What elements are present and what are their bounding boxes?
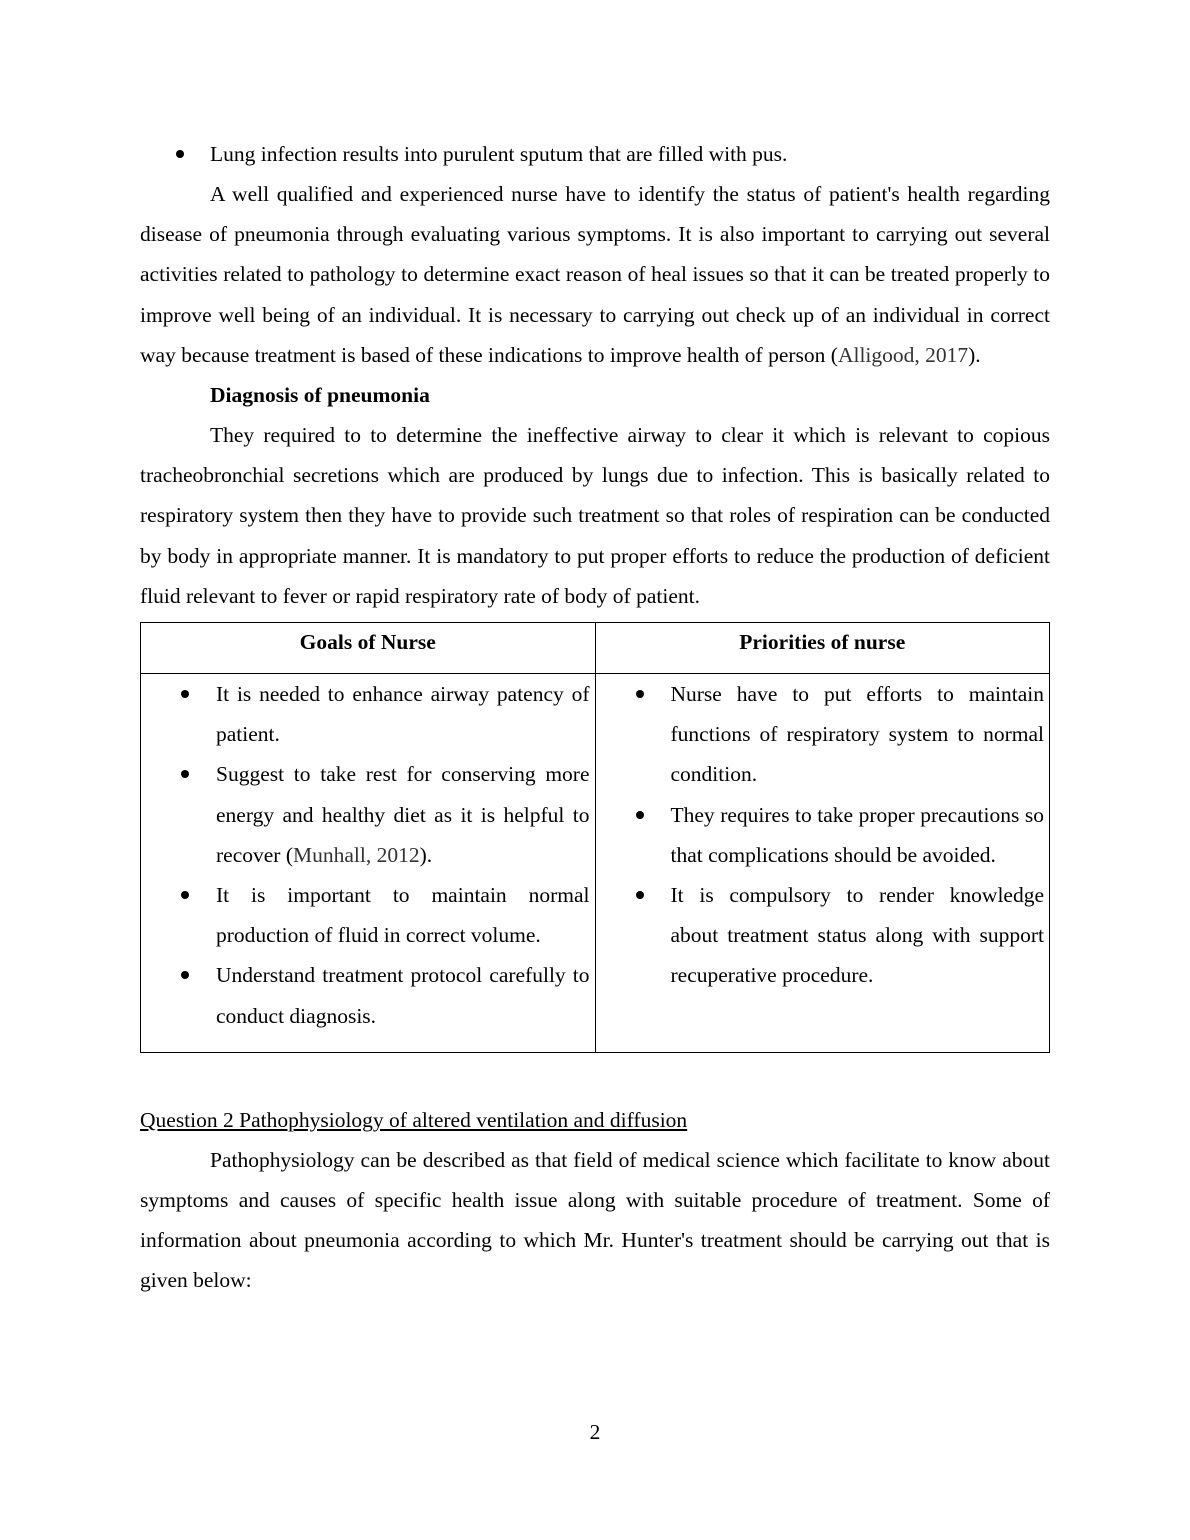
section-heading-diagnosis: Diagnosis of pneumonia: [210, 383, 430, 408]
table-header-priorities: Priorities of nurse: [595, 623, 1050, 674]
paragraph-pathophysiology: Pathophysiology can be described as that field of medical science which facilitate to know about symptoms and causes of specific health issue along with suitable procedure of treatment. Some of information about pneumonia according to which Mr. Hunter's treatment should be carrying out that is given below:: [140, 1147, 1050, 1293]
bullet-icon: [636, 891, 644, 899]
goals-list: [141, 674, 595, 1036]
list-item: [596, 875, 1050, 996]
priority-text: It is compulsory to render knowledge about treatment status along with support recuperative procedure.: [670, 883, 1044, 988]
goal-text: Suggest to take rest for conserving more energy and healthy diet as it is helpful to recover (: [216, 762, 590, 867]
priority-text: Nurse have to put efforts to maintain functions of respiratory system to normal condition.: [670, 682, 1044, 787]
list-item: [141, 955, 595, 1035]
priorities-list: [596, 674, 1050, 996]
paragraph-end: ).: [968, 342, 981, 367]
bullet-text: Lung infection results into purulent sputum that are filled with pus.: [210, 142, 788, 166]
bullet-icon: [181, 891, 189, 899]
list-item: [141, 754, 595, 875]
citation: Alligood, 2017: [837, 342, 969, 367]
goal-text-end: ).: [419, 842, 433, 867]
bullet-icon: [636, 811, 644, 819]
goal-text: It is important to maintain normal production of fluid in correct volume.: [216, 883, 590, 948]
question-2-heading: Question 2 Pathophysiology of altered ventilation and diffusion: [140, 1107, 688, 1132]
priority-text: They requires to take proper precautions so that complications should be avoided.: [670, 802, 1044, 867]
list-item: [596, 795, 1050, 875]
goal-text: It is needed to enhance airway patency of patient.: [216, 682, 590, 747]
goals-priorities-table: [140, 622, 1050, 1053]
priorities-cell: [595, 674, 1050, 1053]
table-header-goals: Goals of Nurse: [141, 623, 596, 674]
bullet-icon: [181, 971, 189, 979]
bullet-icon: [176, 150, 184, 158]
document-page: [140, 134, 1050, 1301]
paragraph-diagnosis: They required to to determine the ineffective airway to clear it which is relevant to copious tracheobronchial secretions which are produced by lungs due to infection. This is basically related to respiratory system then they have to provide such treatment so that roles of respiration can be conducted by body in appropriate manner. It is mandatory to put proper efforts to reduce the production of deficient fluid relevant to fever or rapid respiratory rate of body of patient.: [140, 423, 1050, 608]
bullet-icon: [636, 690, 644, 698]
list-item: [141, 875, 595, 955]
bullet-icon: [181, 690, 189, 698]
bullet-icon: [181, 770, 189, 778]
paragraph-nurse-identification: [140, 174, 1050, 375]
page-number: 2: [589, 1420, 601, 1444]
paragraph-text: A well qualified and experienced nurse have to identify the status of patient's health regarding disease of pneumonia through evaluating various symptoms. It is also important to carrying out several activities related to pathology to determine exact reason of heal issues so that it can be treated properly to improve well being of an individual. It is necessary to carrying out check up of an individual in correct way because treatment is based of these indications to improve health of person (: [140, 182, 1050, 367]
goal-text: Understand treatment protocol carefully to conduct diagnosis.: [216, 963, 590, 1028]
list-item: [141, 674, 595, 754]
citation: Munhall, 2012: [292, 842, 420, 867]
goals-cell: [141, 674, 596, 1053]
list-item: [140, 134, 1050, 174]
list-item: [596, 674, 1050, 795]
